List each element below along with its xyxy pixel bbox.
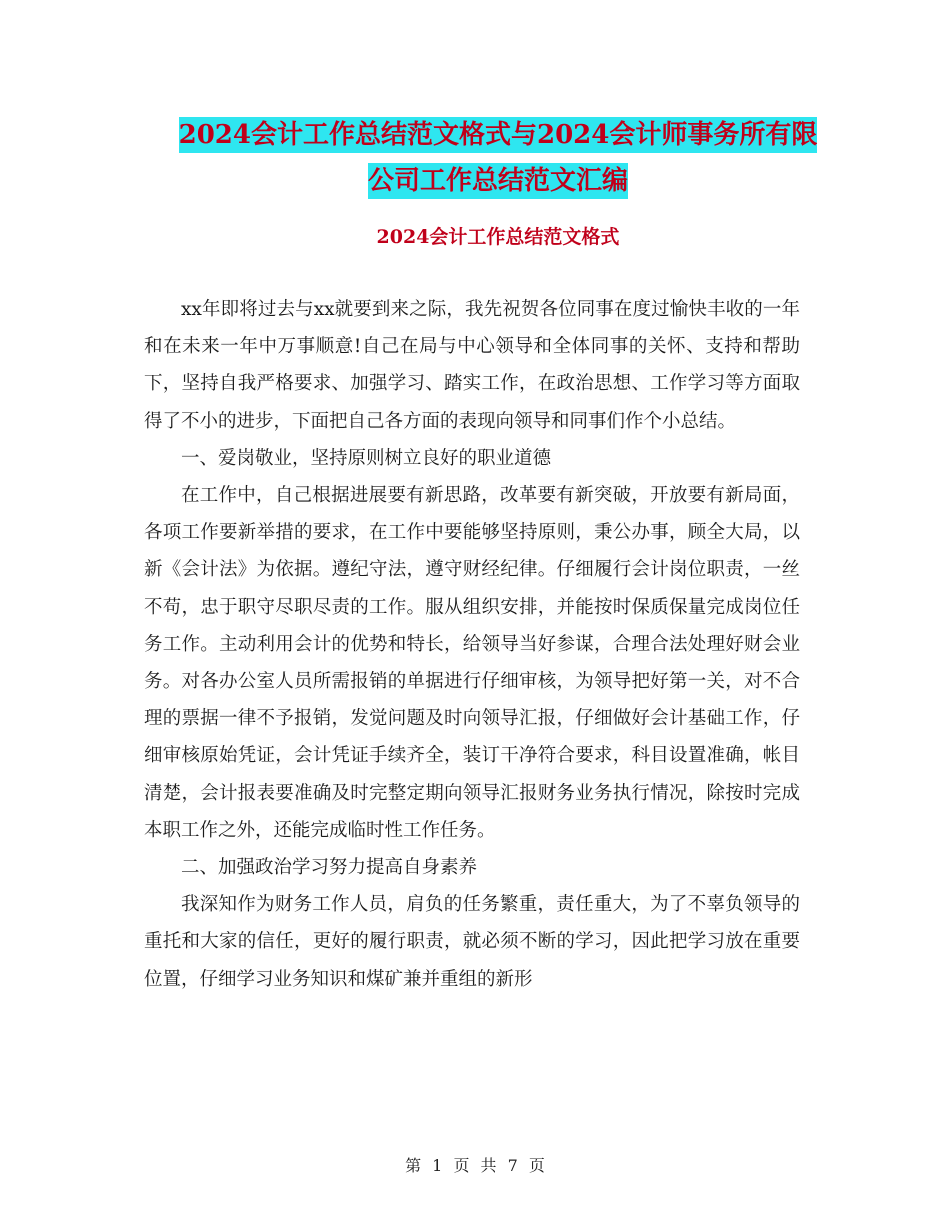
heading-2: 二、加强政治学习努力提高自身素养: [181, 857, 478, 879]
document-title: [140, 112, 856, 204]
title-line-2: 公司工作总结范文汇编: [368, 163, 628, 199]
page-footer: 第 1 页 共 7 页: [405, 1156, 545, 1175]
title-line-1: 2024会计工作总结范文格式与2024会计师事务所有限: [179, 117, 818, 153]
document-body: [144, 291, 800, 998]
heading-1: 一、爱岗敬业，坚持原则树立良好的职业道德: [181, 447, 552, 469]
paragraph-2: 我深知作为财务工作人员，肩负的任务繁重，责任重大，为了不辜负领导的重托和大家的信任，更好的履行职责，就必须不断的学习，因此把学习放在重要位置，仔细学习业务知识和煤矿兼并重组的新形: [144, 894, 800, 990]
paragraph-1: 在工作中，自己根据进展要有新思路，改革要有新突破，开放要有新局面，各项工作要新举措的要求，在工作中要能够坚持原则，秉公办事，顾全大局，以新《会计法》为依据。遵纪守法，遵守财经纪律。仔细履行会计岗位职责，一丝不苟，忠于职守尽职尽责的工作。服从组织安排，并能按时保质保量完成岗位任务工作。主动利用会计的优势和特长，给领导当好参谋，合理合法处理好财会业务。对各办公室人员所需报销的单据进行仔细审核，为领导把好第一关，对不合理的票据一律不予报销，发觉问题及时向领导汇报，仔细做好会计基础工作，仔细审核原始凭证，会计凭证手续齐全，装订干净符合要求，科目设置准确，帐目清楚，会计报表要准确及时完整定期向领导汇报财务业务执行情况，除按时完成本职工作之外，还能完成临时性工作任务。: [144, 485, 800, 841]
section-title: 2024会计工作总结范文格式: [376, 226, 620, 248]
paragraph-intro: xx年即将过去与xx就要到来之际，我先祝贺各位同事在度过愉快丰收的一年和在未来一年中万事顺意!自己在局与中心领导和全体同事的关怀、支持和帮助下，坚持自我严格要求、加强学习、踏实工作，在政治思想、工作学习等方面取得了不小的进步，下面把自己各方面的表现向领导和同事们作个小总结。: [144, 299, 800, 432]
